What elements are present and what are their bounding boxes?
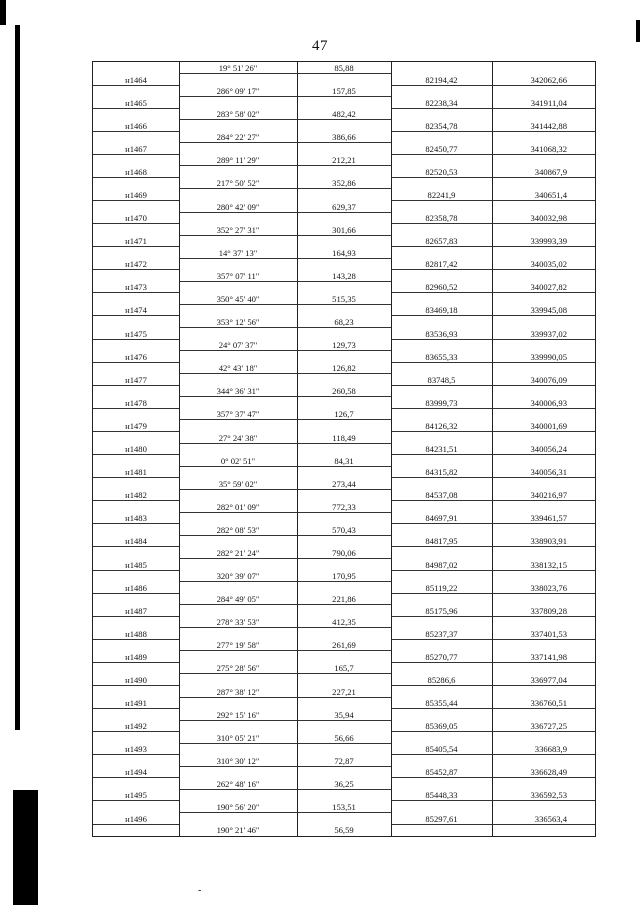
table-row [93,131,595,143]
distance-cell: 412,35 [332,617,356,628]
distance-cell: 165,7 [334,663,354,674]
point-name-cell: н1471 [125,236,147,247]
table-row [93,489,595,501]
y-coordinate-cell: 340027,82 [530,282,567,293]
angle-cell: 280° 42' 09" [216,201,260,212]
angle-cell: 284° 49' 05" [216,594,260,605]
table-row [93,293,595,305]
distance-cell: 772,33 [332,501,356,512]
table-row [93,420,595,432]
y-coordinate-cell: 337809,28 [530,605,567,616]
distance-cell: 85,88 [334,63,354,73]
angle-cell: 190° 56' 20" [216,802,260,812]
point-name-cell: н1465 [125,97,147,108]
table-row [93,824,595,836]
x-coordinate-cell: 85270,77 [425,651,458,662]
table-row [93,143,595,155]
angle-cell: 27° 24' 38" [218,432,258,443]
y-coordinate-cell: 339993,39 [530,236,567,247]
x-coordinate-cell: 82241,9 [427,190,456,201]
point-name-cell: н1488 [125,628,147,639]
table-row [93,408,595,420]
footer-mark: - [198,885,202,896]
angle-cell: 289° 11' 29" [216,155,260,166]
point-name-cell: н1475 [125,328,147,339]
distance-cell: 56,66 [334,732,354,743]
distance-cell: 157,85 [332,86,356,97]
angle-cell: 287° 38' 12" [216,686,260,697]
point-name-cell: н1464 [125,74,147,85]
table-row [93,466,595,478]
angle-cell: 282° 08' 53" [216,524,260,535]
table-row [93,85,595,97]
y-coordinate-cell: 336628,49 [530,767,567,778]
table-row [93,201,595,213]
angle-cell: 310° 05' 21" [216,732,260,743]
x-coordinate-cell: 85297,61 [425,813,458,824]
page-number: 47 [312,38,328,54]
table-row [93,582,595,594]
table-row [93,766,595,778]
table-row [93,74,595,86]
y-coordinate-cell: 340006,93 [530,397,567,408]
y-coordinate-cell: 339937,02 [530,328,567,339]
table-row [93,166,595,178]
distance-cell: 386,66 [332,132,356,143]
table-row [93,189,595,201]
point-name-cell: н1483 [125,513,147,524]
table-row [93,97,595,109]
distance-cell: 482,42 [332,109,356,120]
distance-cell: 212,21 [332,155,356,166]
y-coordinate-cell: 337141,98 [530,651,567,662]
x-coordinate-cell: 84315,82 [425,467,458,478]
table-row [93,524,595,536]
y-coordinate-cell: 341068,32 [530,143,567,154]
y-coordinate-cell: 340032,98 [530,213,567,224]
point-name-cell: н1472 [125,259,147,270]
table-row [93,154,595,166]
y-coordinate-cell: 338132,15 [530,559,567,570]
y-coordinate-cell: 341442,88 [530,120,567,131]
scan-artifact-bottom [13,790,38,905]
distance-cell: 260,58 [332,386,356,397]
x-coordinate-cell: 84537,08 [425,490,458,501]
table-row [93,177,595,189]
point-name-cell: н1468 [125,166,147,177]
scan-artifact-left [15,25,20,730]
distance-cell: 68,23 [334,317,354,328]
x-coordinate-cell: 85448,33 [425,790,458,801]
point-name-cell: н1469 [125,190,147,201]
point-name-cell: н1478 [125,397,147,408]
point-name-cell: н1486 [125,582,147,593]
y-coordinate-cell: 339945,08 [530,305,567,316]
point-name-cell: н1495 [125,790,147,801]
distance-cell: 301,66 [332,224,356,235]
table-row [93,789,595,801]
distance-cell: 56,59 [334,825,354,836]
y-coordinate-cell: 342062,66 [530,74,567,85]
angle-cell: 19° 51' 26" [218,63,258,73]
table-row [93,547,595,559]
y-coordinate-cell: 338903,91 [530,536,567,547]
angle-cell: 42° 43' 18" [218,363,258,374]
table-row [93,443,595,455]
y-coordinate-cell: 339461,57 [530,513,567,524]
distance-cell: 118,49 [332,432,356,443]
table-row [93,743,595,755]
table-row [93,755,595,767]
distance-cell: 35,94 [334,709,354,720]
distance-cell: 227,21 [332,686,356,697]
x-coordinate-cell: 82194,42 [425,74,458,85]
point-name-cell: н1473 [125,282,147,293]
distance-cell: 629,37 [332,201,356,212]
angle-cell: 190° 21' 46" [216,825,260,836]
angle-cell: 357° 07' 11" [216,270,260,281]
point-name-cell: н1491 [125,698,147,709]
angle-cell: 278° 33' 53" [216,617,260,628]
angle-cell: 320° 39' 07" [216,571,260,582]
y-coordinate-cell: 340035,02 [530,259,567,270]
angle-cell: 283° 58' 02" [216,109,260,120]
distance-cell: 273,44 [332,478,356,489]
point-name-cell: н1481 [125,467,147,478]
angle-cell: 350° 45' 40" [216,293,260,304]
x-coordinate-cell: 84697,91 [425,513,458,524]
point-name-cell: н1480 [125,444,147,455]
table-row [93,674,595,686]
table-row [93,559,595,571]
y-coordinate-cell: 336727,25 [530,721,567,732]
angle-cell: 14° 37' 13" [218,247,258,258]
scan-artifact-top [0,0,6,25]
distance-cell: 143,28 [332,270,356,281]
y-coordinate-cell: 336760,51 [530,698,567,709]
table-row [93,593,595,605]
point-name-cell: н1479 [125,420,147,431]
point-name-cell: н1490 [125,674,147,685]
y-coordinate-cell: 339990,05 [530,351,567,362]
distance-cell: 570,43 [332,524,356,535]
table-row [93,108,595,120]
point-name-cell: н1482 [125,490,147,501]
table-row [93,801,595,813]
survey-table [92,61,596,837]
table-row [93,432,595,444]
x-coordinate-cell: 84126,32 [425,420,458,431]
table-row [93,339,595,351]
table-row [93,709,595,721]
table-row [93,535,595,547]
distance-cell: 352,86 [332,178,356,189]
distance-cell: 126,82 [332,363,356,374]
table-row [93,697,595,709]
distance-cell: 36,25 [334,778,354,789]
x-coordinate-cell: 82354,78 [425,120,458,131]
angle-cell: 282° 01' 09" [216,501,260,512]
y-coordinate-cell: 336563,4 [534,813,567,824]
x-coordinate-cell: 84817,95 [425,536,458,547]
x-coordinate-cell: 85237,37 [425,628,458,639]
point-name-cell: н1493 [125,744,147,755]
angle-cell: 286° 09' 17" [216,86,260,97]
table-row [93,397,595,409]
distance-cell: 164,93 [332,247,356,258]
y-coordinate-cell: 341911,04 [530,97,567,108]
point-name-cell: н1467 [125,143,147,154]
table-row [93,235,595,247]
x-coordinate-cell: 84231,51 [425,444,458,455]
angle-cell: 357° 37' 47" [216,409,260,420]
y-coordinate-cell: 340216,97 [530,490,567,501]
distance-cell: 261,69 [332,640,356,651]
table-row [93,455,595,467]
table-row [93,628,595,640]
distance-cell: 170,95 [332,571,356,582]
x-coordinate-cell: 85405,54 [425,744,458,755]
table-row [93,328,595,340]
point-name-cell: н1477 [125,374,147,385]
point-name-cell: н1484 [125,536,147,547]
table-row [93,639,595,651]
x-coordinate-cell: 84987,02 [425,559,458,570]
x-coordinate-cell: 85452,87 [425,767,458,778]
table-row [93,501,595,513]
distance-cell: 515,35 [332,293,356,304]
angle-cell: 217° 50' 52" [216,178,260,189]
table-row [93,512,595,524]
angle-cell: 353° 12' 56" [216,317,260,328]
table-row [93,270,595,282]
point-name-cell: н1496 [125,813,147,824]
table-row [93,778,595,790]
table-row [93,212,595,224]
y-coordinate-cell: 336977,04 [530,674,567,685]
point-name-cell: н1485 [125,559,147,570]
y-coordinate-cell: 340001,69 [530,420,567,431]
table-row [93,281,595,293]
x-coordinate-cell: 83536,93 [425,328,458,339]
table-row [93,304,595,316]
distance-cell: 153,51 [332,802,356,812]
angle-cell: 282° 21' 24" [216,547,260,558]
x-coordinate-cell: 82520,53 [425,166,458,177]
y-coordinate-cell: 340076,09 [530,374,567,385]
table-row [93,62,595,74]
angle-cell: 344° 36' 31" [216,386,260,397]
x-coordinate-cell: 85369,05 [425,721,458,732]
table-row [93,316,595,328]
distance-cell: 84,31 [334,455,354,466]
angle-cell: 310° 30' 12" [216,755,260,766]
angle-cell: 277° 19' 58" [216,640,260,651]
x-coordinate-cell: 83999,73 [425,397,458,408]
table-row [93,120,595,132]
angle-cell: 292° 15' 16" [216,709,260,720]
y-coordinate-cell: 336592,53 [530,790,567,801]
point-name-cell: н1466 [125,120,147,131]
distance-cell: 126,7 [334,409,354,420]
table-row [93,813,595,825]
y-coordinate-cell: 340651,4 [534,190,567,201]
table-row [93,247,595,259]
y-coordinate-cell: 340056,31 [530,467,567,478]
table-row [93,616,595,628]
table-row [93,478,595,490]
y-coordinate-cell: 336683,9 [534,744,567,755]
angle-cell: 24° 07' 37" [218,340,258,351]
point-name-cell: н1474 [125,305,147,316]
distance-cell: 129,73 [332,340,356,351]
y-coordinate-cell: 338023,76 [530,582,567,593]
x-coordinate-cell: 83655,33 [425,351,458,362]
x-coordinate-cell: 85175,96 [425,605,458,616]
table-row [93,662,595,674]
distance-cell: 72,87 [334,755,354,766]
angle-cell: 275° 28' 56" [216,663,260,674]
table-row [93,351,595,363]
point-name-cell: н1470 [125,213,147,224]
point-name-cell: н1492 [125,721,147,732]
x-coordinate-cell: 82817,42 [425,259,458,270]
table-row [93,720,595,732]
table-row [93,686,595,698]
table-row [93,362,595,374]
angle-cell: 0° 02' 51" [220,455,256,466]
point-name-cell: н1494 [125,767,147,778]
table-row [93,224,595,236]
table-row [93,570,595,582]
table-row [93,732,595,744]
x-coordinate-cell: 85286,6 [427,674,456,685]
x-coordinate-cell: 82960,52 [425,282,458,293]
table-row [93,385,595,397]
angle-cell: 35° 59' 02" [218,478,258,489]
x-coordinate-cell: 82657,83 [425,236,458,247]
angle-cell: 284° 22' 27" [216,132,260,143]
distance-cell: 790,06 [332,547,356,558]
x-coordinate-cell: 85355,44 [425,698,458,709]
y-coordinate-cell: 337401,53 [530,628,567,639]
x-coordinate-cell: 85119,22 [425,582,458,593]
y-coordinate-cell: 340056,24 [530,444,567,455]
point-name-cell: н1489 [125,651,147,662]
point-name-cell: н1476 [125,351,147,362]
table-row [93,258,595,270]
x-coordinate-cell: 83748,5 [427,374,456,385]
angle-cell: 352° 27' 31" [216,224,260,235]
angle-cell: 262° 48' 16" [216,778,260,789]
table-row [93,374,595,386]
distance-cell: 221,86 [332,594,356,605]
x-coordinate-cell: 82358,78 [425,213,458,224]
table-row [93,651,595,663]
x-coordinate-cell: 83469,18 [425,305,458,316]
point-name-cell: н1487 [125,605,147,616]
table-row [93,605,595,617]
x-coordinate-cell: 82450,77 [425,143,458,154]
y-coordinate-cell: 340867,9 [534,166,567,177]
x-coordinate-cell: 82238,34 [425,97,458,108]
